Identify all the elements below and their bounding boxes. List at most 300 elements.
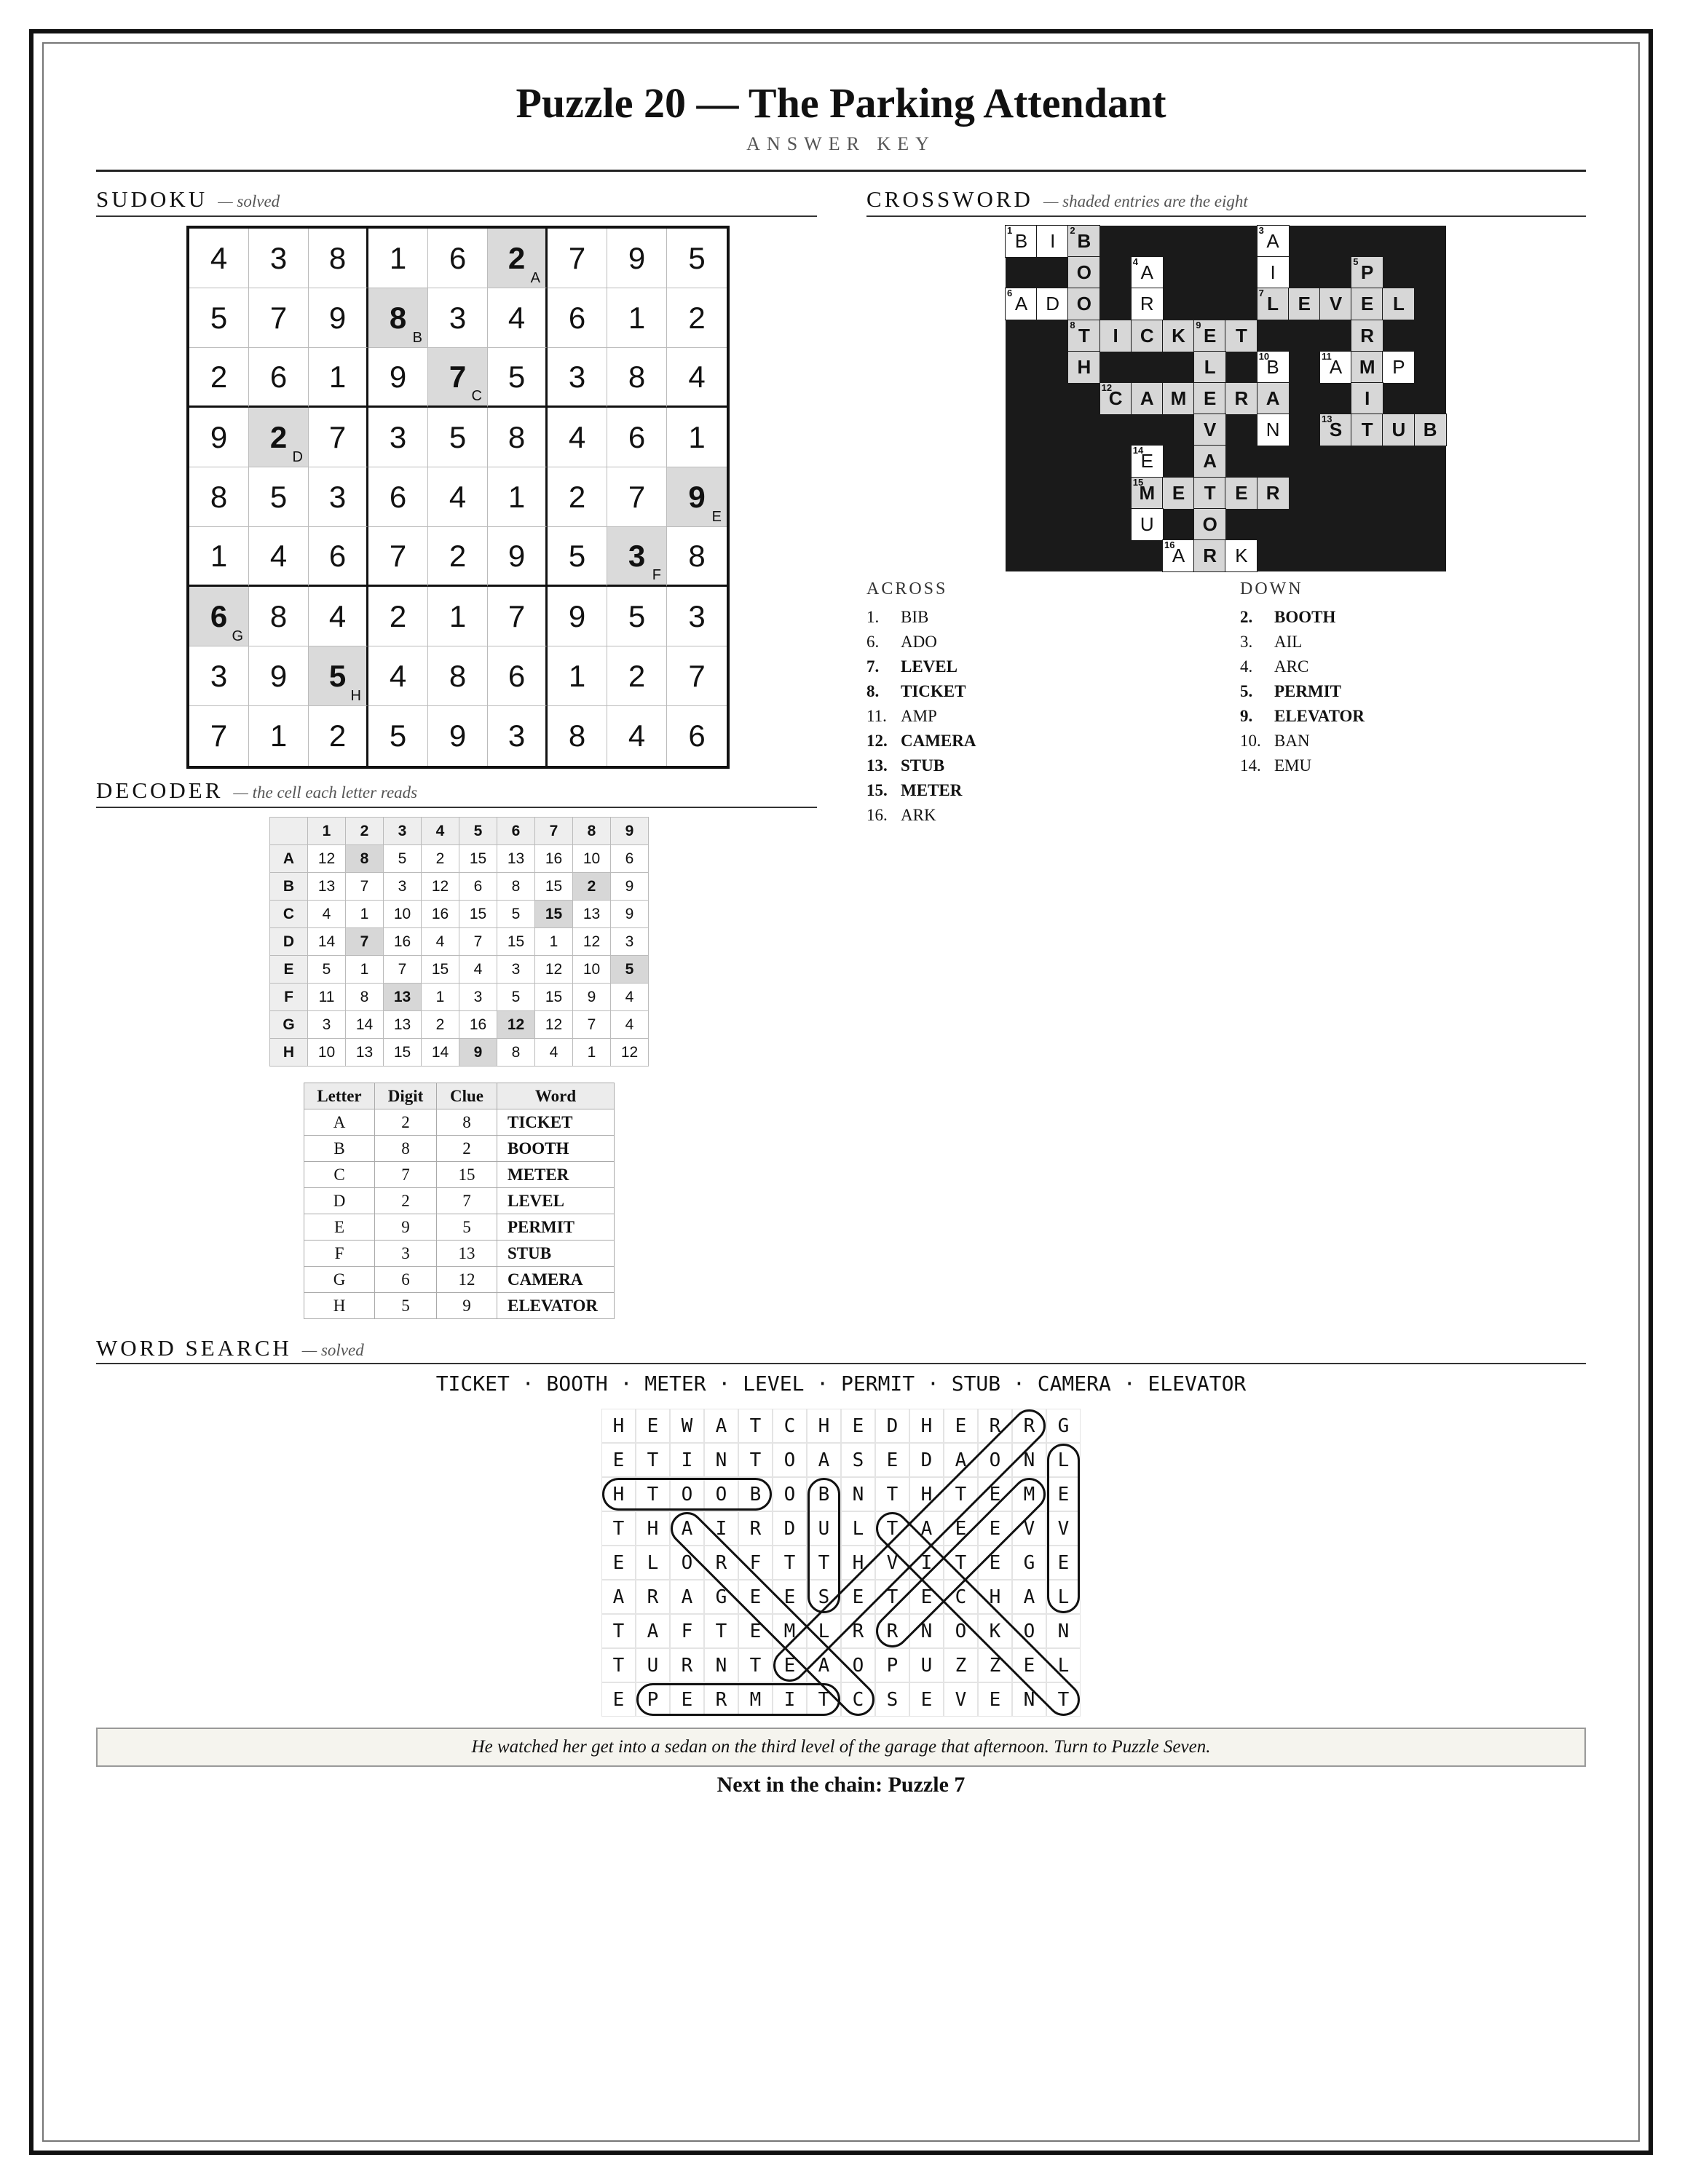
wordsearch-letter: U	[909, 1648, 944, 1682]
wordsearch-letter: L	[1046, 1580, 1081, 1614]
sudoku-digit: 4	[389, 658, 407, 693]
down-heading: DOWN	[1240, 579, 1303, 598]
decoder-row	[270, 845, 649, 873]
sudoku-digit: 2	[449, 538, 467, 573]
wordsearch-letter: R	[978, 1409, 1012, 1443]
sudoku-digit: 9	[389, 359, 407, 394]
wordsearch-letter: A	[670, 1511, 704, 1546]
crossword-cell	[1257, 414, 1289, 446]
decoder-selected-cell: 8	[346, 845, 384, 873]
wordsearch-letter: M	[738, 1682, 773, 1717]
wordsearch-letter: O	[944, 1614, 978, 1648]
sudoku-digit: 8	[508, 419, 526, 454]
crossword-letter: S	[1329, 419, 1343, 441]
wordsearch-letter: E	[909, 1580, 944, 1614]
crossword-rule	[866, 215, 1586, 217]
crossword-clue-number: 7	[1258, 288, 1264, 299]
key-letter: G	[304, 1267, 375, 1293]
sudoku-cell	[548, 527, 607, 587]
crossword-cell	[1132, 257, 1163, 288]
wordsearch-letter: G	[1012, 1546, 1046, 1580]
crossword-shaded-cell	[1257, 288, 1289, 320]
wordsearch-letter: I	[909, 1546, 944, 1580]
crossword-clue-number: 3	[1258, 225, 1264, 236]
crossword-shaded-cell	[1351, 352, 1383, 383]
sudoku-digit: 2	[688, 300, 706, 335]
decoder-cell: 1	[573, 1039, 611, 1067]
wordsearch-letter: Z	[944, 1648, 978, 1682]
crossword-shaded-cell	[1320, 288, 1351, 320]
crossword-shaded-cell	[1225, 478, 1257, 509]
wordsearch-letter: L	[1046, 1443, 1081, 1477]
sudoku-cell	[428, 408, 488, 467]
sudoku-cell	[249, 288, 309, 348]
sudoku-digit: 9	[688, 479, 706, 514]
crossword-letter: A	[1266, 387, 1280, 409]
crossword-clue-number: 16	[1164, 539, 1175, 550]
clue-number: 1.	[866, 608, 880, 626]
wordsearch-letter: S	[807, 1580, 841, 1614]
decoder-row-header: G	[270, 1011, 308, 1039]
wordsearch-letter: A	[909, 1511, 944, 1546]
wordsearch-letter: H	[841, 1546, 875, 1580]
crossword-shaded-cell	[1100, 383, 1132, 414]
down-clue	[1240, 679, 1365, 704]
sudoku-digit: 5	[628, 598, 646, 633]
wordsearch-letter: D	[773, 1511, 807, 1546]
wordsearch-letter: E	[773, 1648, 807, 1682]
wordsearch-letter: E	[601, 1443, 636, 1477]
decoder-cell: 9	[611, 873, 649, 901]
sudoku-cell	[428, 467, 488, 527]
sudoku-digit: 1	[628, 300, 646, 335]
sudoku-digit: 3	[328, 479, 347, 514]
sudoku-digit: 9	[328, 300, 347, 335]
wordsearch-letter: W	[670, 1409, 704, 1443]
decoder-cell: 13	[497, 845, 535, 873]
wordsearch-letter: S	[841, 1443, 875, 1477]
crossword-shaded-cell	[1351, 288, 1383, 320]
crossword-letter: E	[1235, 481, 1248, 504]
wordsearch-letter: L	[636, 1546, 670, 1580]
crossword-cell	[1257, 352, 1289, 383]
crossword-letter: I	[1113, 324, 1118, 347]
wordsearch-letter: A	[636, 1614, 670, 1648]
wordsearch-letter: T	[1046, 1682, 1081, 1717]
across-clue	[866, 803, 976, 828]
decoder-cell: 7	[573, 1011, 611, 1039]
down-clues	[1240, 579, 1365, 778]
decoder-col-header: 6	[497, 818, 535, 845]
clue-answer: ARC	[1274, 657, 1309, 676]
crossword-letter: E	[1298, 293, 1311, 315]
crossword-letter: R	[1203, 545, 1217, 566]
crossword-shaded-cell	[1068, 257, 1099, 288]
clue-answer: AMP	[901, 707, 937, 725]
decoder-cell: 3	[459, 984, 497, 1011]
sudoku-digit: 8	[628, 359, 646, 394]
key-row	[304, 1214, 615, 1241]
key-word: STUB	[497, 1241, 615, 1267]
sudoku-cell	[488, 408, 548, 467]
crossword-shaded-cell	[1415, 414, 1446, 446]
sudoku-digit: 7	[628, 479, 646, 514]
sudoku-cell	[488, 348, 548, 408]
crossword-letter: R	[1140, 293, 1154, 315]
crossword-heading	[866, 186, 1248, 213]
sudoku-digit: 1	[328, 359, 347, 394]
sudoku-digit: 4	[210, 240, 228, 275]
key-row	[304, 1162, 615, 1188]
crossword-shaded-cell	[1383, 414, 1414, 446]
wordsearch-letter: T	[601, 1648, 636, 1682]
sudoku-digit: 3	[568, 359, 586, 394]
wordsearch-letter: T	[738, 1443, 773, 1477]
word-list: TICKET · BOOTH · METER · LEVEL · PERMIT · STUB · CAMERA · ELEVATOR	[435, 1372, 1247, 1396]
decoder-cell: 5	[497, 984, 535, 1011]
decoder-cell: 16	[535, 845, 573, 873]
crossword-letter: A	[1140, 387, 1154, 409]
wordsearch-letter: T	[636, 1443, 670, 1477]
sudoku-cell	[667, 646, 727, 706]
sudoku-digit: 3	[449, 300, 467, 335]
sudoku-heading	[96, 186, 280, 213]
sudoku-digit: 5	[210, 300, 228, 335]
wordsearch-letter: O	[704, 1477, 738, 1511]
sudoku-digit: 4	[269, 538, 288, 573]
decoder-cell: 13	[573, 901, 611, 928]
crossword-letter: M	[1139, 481, 1156, 504]
decoder-row	[270, 873, 649, 901]
sudoku-digit: 5	[508, 359, 526, 394]
sudoku-cell	[548, 288, 607, 348]
key-col-header: Word	[497, 1083, 615, 1109]
decoder-cell: 6	[611, 845, 649, 873]
crossword-shaded-cell	[1194, 320, 1225, 352]
wordsearch-letter: H	[909, 1477, 944, 1511]
sudoku-cell	[607, 467, 667, 527]
wordsearch-letter: E	[944, 1409, 978, 1443]
wordsearch-letter: N	[704, 1443, 738, 1477]
sudoku-digit: 4	[628, 719, 646, 753]
wordsearch-letter: E	[636, 1409, 670, 1443]
sudoku-cell	[309, 288, 368, 348]
across-heading: ACROSS	[866, 579, 948, 598]
crossword-clue-number: 11	[1322, 350, 1332, 362]
wordsearch-letter: E	[909, 1682, 944, 1717]
decoder-cell: 10	[573, 956, 611, 984]
sudoku-cell	[667, 408, 727, 467]
sudoku-digit: 6	[269, 359, 288, 394]
crossword-letter: B	[1077, 230, 1091, 252]
wordsearch-letter: O	[841, 1648, 875, 1682]
sudoku-digit: 7	[328, 419, 347, 454]
wordsearch-letter: N	[704, 1648, 738, 1682]
crossword-cell	[1383, 352, 1414, 383]
wordsearch-letter: C	[841, 1682, 875, 1717]
sudoku-cell	[548, 587, 607, 646]
crossword-clue-number: 8	[1070, 319, 1075, 331]
sudoku-cell	[309, 348, 368, 408]
crossword-shaded-cell	[1194, 509, 1225, 540]
sudoku-cell	[667, 587, 727, 646]
decoder-heading	[96, 778, 417, 804]
crossword-letter: A	[1266, 230, 1279, 252]
wordsearch-letter: R	[738, 1511, 773, 1546]
decoder-cell: 15	[459, 845, 497, 873]
decoder-row-header: C	[270, 901, 308, 928]
clue-number: 10.	[1240, 732, 1261, 750]
sudoku-cell-letter: B	[412, 330, 422, 346]
decoder-col-header: 3	[384, 818, 422, 845]
crossword-letter: A	[1172, 545, 1185, 566]
wordsearch-letter: R	[670, 1648, 704, 1682]
sudoku-cell	[309, 587, 368, 646]
decoder-cell: 12	[573, 928, 611, 956]
wordsearch-letter: M	[773, 1614, 807, 1648]
crossword-shaded-cell	[1100, 320, 1132, 352]
decoder-cell: 1	[422, 984, 459, 1011]
sudoku-digit: 5	[688, 240, 706, 275]
key-word: PERMIT	[497, 1214, 615, 1241]
clue-number: 2.	[1240, 608, 1253, 626]
clue-answer: BOOTH	[1274, 608, 1336, 626]
clue-answer: LEVEL	[901, 657, 958, 676]
wordsearch-letter: E	[978, 1511, 1012, 1546]
key-digit: 6	[375, 1267, 437, 1293]
clue-number: 9.	[1240, 707, 1253, 725]
clue-answer: STUB	[901, 756, 945, 775]
crossword-title: CROSSWORD	[866, 186, 1033, 212]
decoder-cell: 7	[346, 873, 384, 901]
wordsearch-letter: E	[1012, 1648, 1046, 1682]
clue-number: 14.	[1240, 756, 1261, 775]
sudoku-cell	[368, 706, 428, 766]
wordsearch-letter: E	[841, 1409, 875, 1443]
decoder-cell: 16	[422, 901, 459, 928]
key-letter: E	[304, 1214, 375, 1241]
crossword-letter: I	[1365, 387, 1370, 409]
decoder-cell: 12	[422, 873, 459, 901]
clue-answer: PERMIT	[1274, 682, 1341, 700]
across-clue	[866, 753, 976, 778]
wordsearch-letter: N	[909, 1614, 944, 1648]
crossword-letter: H	[1077, 355, 1091, 378]
sudoku-digit: 7	[688, 658, 706, 693]
across-clue	[866, 679, 976, 704]
decoder-note: — the cell each letter reads	[233, 783, 418, 802]
sudoku-cell-letter: E	[711, 509, 722, 525]
decoder-cell: 4	[611, 1011, 649, 1039]
sudoku-cell	[428, 288, 488, 348]
wordsearch-letter: L	[1046, 1648, 1081, 1682]
crossword-shaded-cell	[1068, 352, 1099, 383]
sudoku-digit: 8	[210, 479, 228, 514]
wordsearch-letter: G	[704, 1580, 738, 1614]
crossword-clue-number: 2	[1070, 225, 1075, 236]
key-word: LEVEL	[497, 1188, 615, 1214]
decoder-cell: 5	[384, 845, 422, 873]
clue-answer: BIB	[901, 608, 929, 626]
clue-answer: CAMERA	[901, 732, 976, 750]
wordsearch-letter: T	[807, 1546, 841, 1580]
wordsearch-letter: G	[1046, 1409, 1081, 1443]
crossword-letter: B	[1014, 230, 1028, 252]
key-clue: 2	[437, 1136, 497, 1162]
decoder-cell: 4	[459, 956, 497, 984]
sudoku-cell	[548, 348, 607, 408]
key-clue: 9	[437, 1293, 497, 1319]
down-clue	[1240, 729, 1365, 753]
wordsearch-letter: A	[807, 1443, 841, 1477]
crossword-shaded-cell	[1351, 320, 1383, 352]
sudoku-rule	[96, 215, 817, 217]
sudoku-cell-letter: A	[530, 270, 540, 286]
sudoku-digit: 1	[210, 538, 228, 573]
sudoku-cell	[607, 587, 667, 646]
decoder-selected-cell: 2	[573, 873, 611, 901]
down-clue	[1240, 630, 1365, 654]
sudoku-digit: 7	[568, 240, 586, 275]
wordsearch-letter: R	[636, 1580, 670, 1614]
wordsearch-letter: H	[636, 1511, 670, 1546]
crossword-shaded-cell	[1132, 320, 1163, 352]
across-clue	[866, 704, 976, 729]
sudoku-digit: 6	[328, 538, 347, 573]
sudoku-digit: 6	[449, 240, 467, 275]
decoder-cell: 4	[308, 901, 346, 928]
wordsearch-letter: P	[875, 1648, 909, 1682]
crossword-shaded-cell	[1132, 478, 1163, 509]
sudoku-digit: 3	[508, 719, 526, 753]
sudoku-digit: 9	[508, 538, 526, 573]
crossword-letter: T	[1204, 481, 1216, 504]
sudoku-cell	[249, 229, 309, 288]
sudoku-cell	[189, 467, 249, 527]
found-word-loop-ticket	[871, 1507, 1085, 1721]
decoder-col-header: 5	[459, 818, 497, 845]
wordsearch-letter: H	[601, 1409, 636, 1443]
sudoku-digit: 3	[688, 598, 706, 633]
sudoku-marked-cell	[607, 527, 667, 587]
crossword-letter: L	[1267, 293, 1279, 315]
crossword-shaded-cell	[1068, 320, 1099, 352]
wordsearch-letter: T	[601, 1511, 636, 1546]
crossword-shaded-cell	[1257, 383, 1289, 414]
key-word: ELEVATOR	[497, 1293, 615, 1319]
crossword-shaded-cell	[1225, 383, 1257, 414]
clue-number: 12.	[866, 732, 888, 750]
sudoku-cell	[309, 408, 368, 467]
crossword-shaded-cell	[1257, 478, 1289, 509]
crossword-letter: L	[1204, 355, 1216, 378]
clue-number: 5.	[1240, 682, 1253, 700]
crossword-letter: E	[1204, 387, 1217, 409]
decoder-cell: 15	[535, 873, 573, 901]
decoder-row-header: H	[270, 1039, 308, 1067]
sudoku-cell	[607, 408, 667, 467]
key-word: TICKET	[497, 1109, 615, 1136]
crossword-shaded-cell	[1163, 320, 1194, 352]
decoder-col-header: 7	[535, 818, 573, 845]
decoder-cell: 15	[497, 928, 535, 956]
crossword-clue-number: 1	[1007, 225, 1013, 236]
sudoku-digit: 8	[269, 598, 288, 633]
crossword-shaded-cell	[1320, 414, 1351, 446]
decoder-cell: 14	[308, 928, 346, 956]
decoder-cell: 10	[308, 1039, 346, 1067]
decoder-cell: 3	[308, 1011, 346, 1039]
crossword-letter: A	[1329, 355, 1343, 378]
key-digit: 2	[375, 1188, 437, 1214]
decoder-cell: 16	[459, 1011, 497, 1039]
sudoku-cell	[607, 229, 667, 288]
sudoku-cell	[368, 527, 428, 587]
wordsearch-letter: A	[601, 1580, 636, 1614]
sudoku-cell	[428, 229, 488, 288]
crossword-cell	[1006, 226, 1037, 257]
crossword-letter: P	[1392, 355, 1405, 378]
wordsearch-letter: Z	[978, 1648, 1012, 1682]
sudoku-cell	[368, 646, 428, 706]
crossword-letter: O	[1076, 293, 1091, 315]
sudoku-cell	[488, 288, 548, 348]
key-clue: 8	[437, 1109, 497, 1136]
sudoku-digit: 3	[628, 538, 646, 573]
sudoku-digit: 8	[568, 719, 586, 753]
key-clue: 5	[437, 1214, 497, 1241]
crossword-shaded-cell	[1194, 446, 1225, 477]
sudoku-cell	[548, 467, 607, 527]
crossword-letter: K	[1235, 545, 1248, 566]
crossword-letter: R	[1234, 387, 1249, 409]
sudoku-cell	[368, 229, 428, 288]
clue-number: 7.	[866, 657, 880, 676]
wordsearch-letter: T	[704, 1614, 738, 1648]
key-word: BOOTH	[497, 1136, 615, 1162]
decoder-cell: 3	[384, 873, 422, 901]
wordsearch-letter: E	[1046, 1546, 1081, 1580]
sudoku-cell	[667, 348, 727, 408]
key-row	[304, 1109, 615, 1136]
wordsearch-letter: E	[978, 1682, 1012, 1717]
across-clue	[866, 630, 976, 654]
wordsearch-letter: D	[909, 1443, 944, 1477]
key-row	[304, 1241, 615, 1267]
key-letter: B	[304, 1136, 375, 1162]
decoder-corner	[270, 818, 308, 845]
found-word-loop-meter	[871, 1473, 1051, 1653]
sudoku-cell	[249, 348, 309, 408]
wordsearch-letter: T	[875, 1477, 909, 1511]
wordsearch-letter: N	[841, 1477, 875, 1511]
wordsearch-letter: E	[875, 1443, 909, 1477]
sudoku-note: — solved	[218, 192, 280, 210]
found-word-loops	[601, 1409, 1081, 1717]
sudoku-digit: 3	[269, 240, 288, 275]
decoder-rule	[96, 807, 817, 808]
crossword-letter: O	[1202, 513, 1217, 535]
wordsearch-rule	[96, 1363, 1586, 1364]
clue-answer: METER	[901, 781, 963, 799]
clue-number: 13.	[866, 756, 888, 775]
wordsearch-letter: B	[807, 1477, 841, 1511]
key-word: METER	[497, 1162, 615, 1188]
wordsearch-letter: V	[875, 1546, 909, 1580]
sudoku-marked-cell	[368, 288, 428, 348]
sudoku-cell	[488, 467, 548, 527]
decoder-cell: 16	[384, 928, 422, 956]
